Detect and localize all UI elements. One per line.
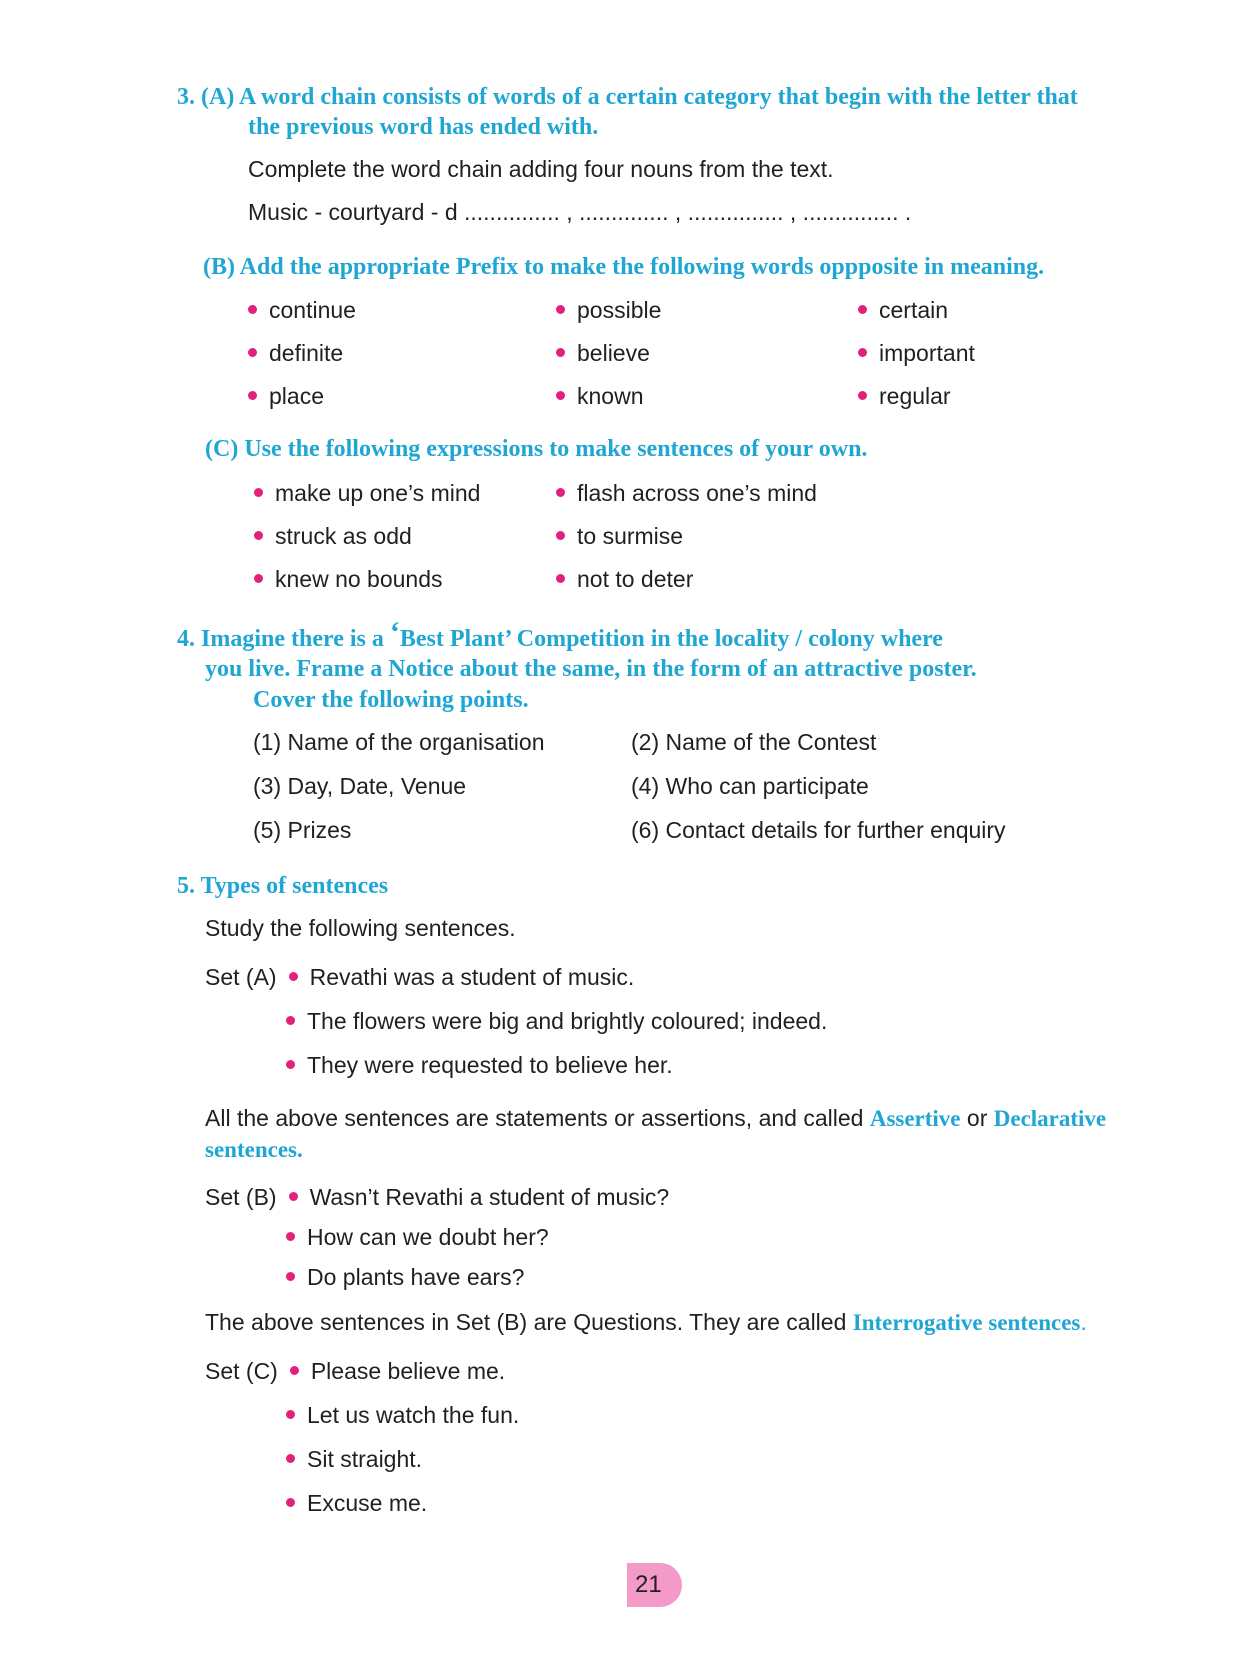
bullet-icon	[858, 348, 867, 357]
expression-item: to surmise	[556, 522, 683, 550]
set-a-note-line2: sentences.	[205, 1137, 303, 1162]
notice-point: (1) Name of the organisation	[253, 729, 545, 755]
bullet-icon	[248, 305, 257, 314]
q3c-heading: (C) Use the following expressions to make sentences of your own.	[205, 436, 868, 462]
prefix-word: certain	[858, 296, 948, 324]
expression-item: not to deter	[556, 565, 693, 593]
q4-heading-line1: 4. Imagine there is a ‘Best Plant’ Competition in the locality / colony where	[177, 616, 943, 652]
bullet-icon	[286, 1060, 295, 1069]
sentence-item: Sit straight.	[286, 1445, 422, 1473]
bullet-icon	[286, 1410, 295, 1419]
notice-point: (2) Name of the Contest	[631, 729, 877, 755]
set-a-note: All the above sentences are statements or assertions, and called Assertive or Declarative	[205, 1105, 1107, 1131]
set-b-row: Set (B) Wasn’t Revathi a student of music?	[205, 1184, 670, 1210]
bullet-icon	[254, 531, 263, 540]
bullet-icon	[248, 391, 257, 400]
bullet-icon	[286, 1498, 295, 1507]
notice-point: (6) Contact details for further enquiry	[631, 817, 1006, 843]
bullet-icon	[286, 1016, 295, 1025]
expression-item: make up one’s mind	[254, 479, 480, 507]
sentence-item: Let us watch the fun.	[286, 1401, 519, 1429]
bullet-icon	[556, 391, 565, 400]
prefix-word: place	[248, 382, 324, 410]
bullet-icon	[858, 305, 867, 314]
q5-heading: 5. Types of sentences	[177, 873, 389, 899]
q4-heading-line2: you live. Frame a Notice about the same, in the form of an attractive poster.	[205, 656, 977, 682]
set-c-row: Set (C) Please believe me.	[205, 1358, 506, 1384]
q3a-instruction: Complete the word chain adding four nouns from the text.	[248, 156, 834, 182]
bullet-icon	[289, 1192, 298, 1201]
set-a-label: Set (A)	[205, 964, 277, 990]
set-b-label: Set (B)	[205, 1184, 277, 1210]
prefix-word: definite	[248, 339, 343, 367]
q3a-heading-line2: the previous word has ended with.	[248, 114, 599, 140]
notice-point: (4) Who can participate	[631, 773, 869, 799]
bullet-icon	[254, 574, 263, 583]
expression-item: struck as odd	[254, 522, 412, 550]
expression-item: flash across one’s mind	[556, 479, 817, 507]
bullet-icon	[556, 531, 565, 540]
expression-item: knew no bounds	[254, 565, 443, 593]
bullet-icon	[248, 348, 257, 357]
sentence-item: Excuse me.	[286, 1489, 427, 1517]
bullet-icon	[556, 574, 565, 583]
prefix-word: believe	[556, 339, 650, 367]
page-number: 21	[627, 1563, 682, 1607]
q3b-heading: (B) Add the appropriate Prefix to make the following words oppposite in meaning.	[203, 254, 1045, 280]
bullet-icon	[556, 348, 565, 357]
bullet-icon	[556, 305, 565, 314]
sentence-item: How can we doubt her?	[286, 1223, 549, 1251]
prefix-word: known	[556, 382, 643, 410]
bullet-icon	[286, 1272, 295, 1281]
prefix-word: important	[858, 339, 975, 367]
sentence-item: The flowers were big and brightly coloured; indeed.	[286, 1007, 827, 1035]
prefix-word: possible	[556, 296, 661, 324]
notice-point: (5) Prizes	[253, 817, 352, 843]
bullet-icon	[289, 972, 298, 981]
bullet-icon	[858, 391, 867, 400]
q3a-heading-line1: 3. (A) A word chain consists of words of a certain category that begin with the letter that	[177, 84, 1078, 110]
notice-point: (3) Day, Date, Venue	[253, 773, 467, 799]
q4-heading-line3: Cover the following points.	[253, 687, 529, 713]
set-a-row: Set (A) Revathi was a student of music.	[205, 964, 635, 990]
bullet-icon	[286, 1454, 295, 1463]
prefix-word: regular	[858, 382, 951, 410]
bullet-icon	[254, 488, 263, 497]
bullet-icon	[286, 1232, 295, 1241]
q5-intro: Study the following sentences.	[205, 915, 516, 941]
bullet-icon	[290, 1366, 299, 1375]
set-c-label: Set (C)	[205, 1358, 278, 1384]
prefix-word: continue	[248, 296, 356, 324]
bullet-icon	[556, 488, 565, 497]
sentence-item: They were requested to believe her.	[286, 1051, 673, 1079]
set-b-note: The above sentences in Set (B) are Questions. They are called Interrogative sentences.	[205, 1309, 1087, 1335]
q3a-word-chain: Music - courtyard - d ............... , .............. , ............... , ............... .	[248, 199, 912, 225]
sentence-item: Do plants have ears?	[286, 1263, 524, 1291]
